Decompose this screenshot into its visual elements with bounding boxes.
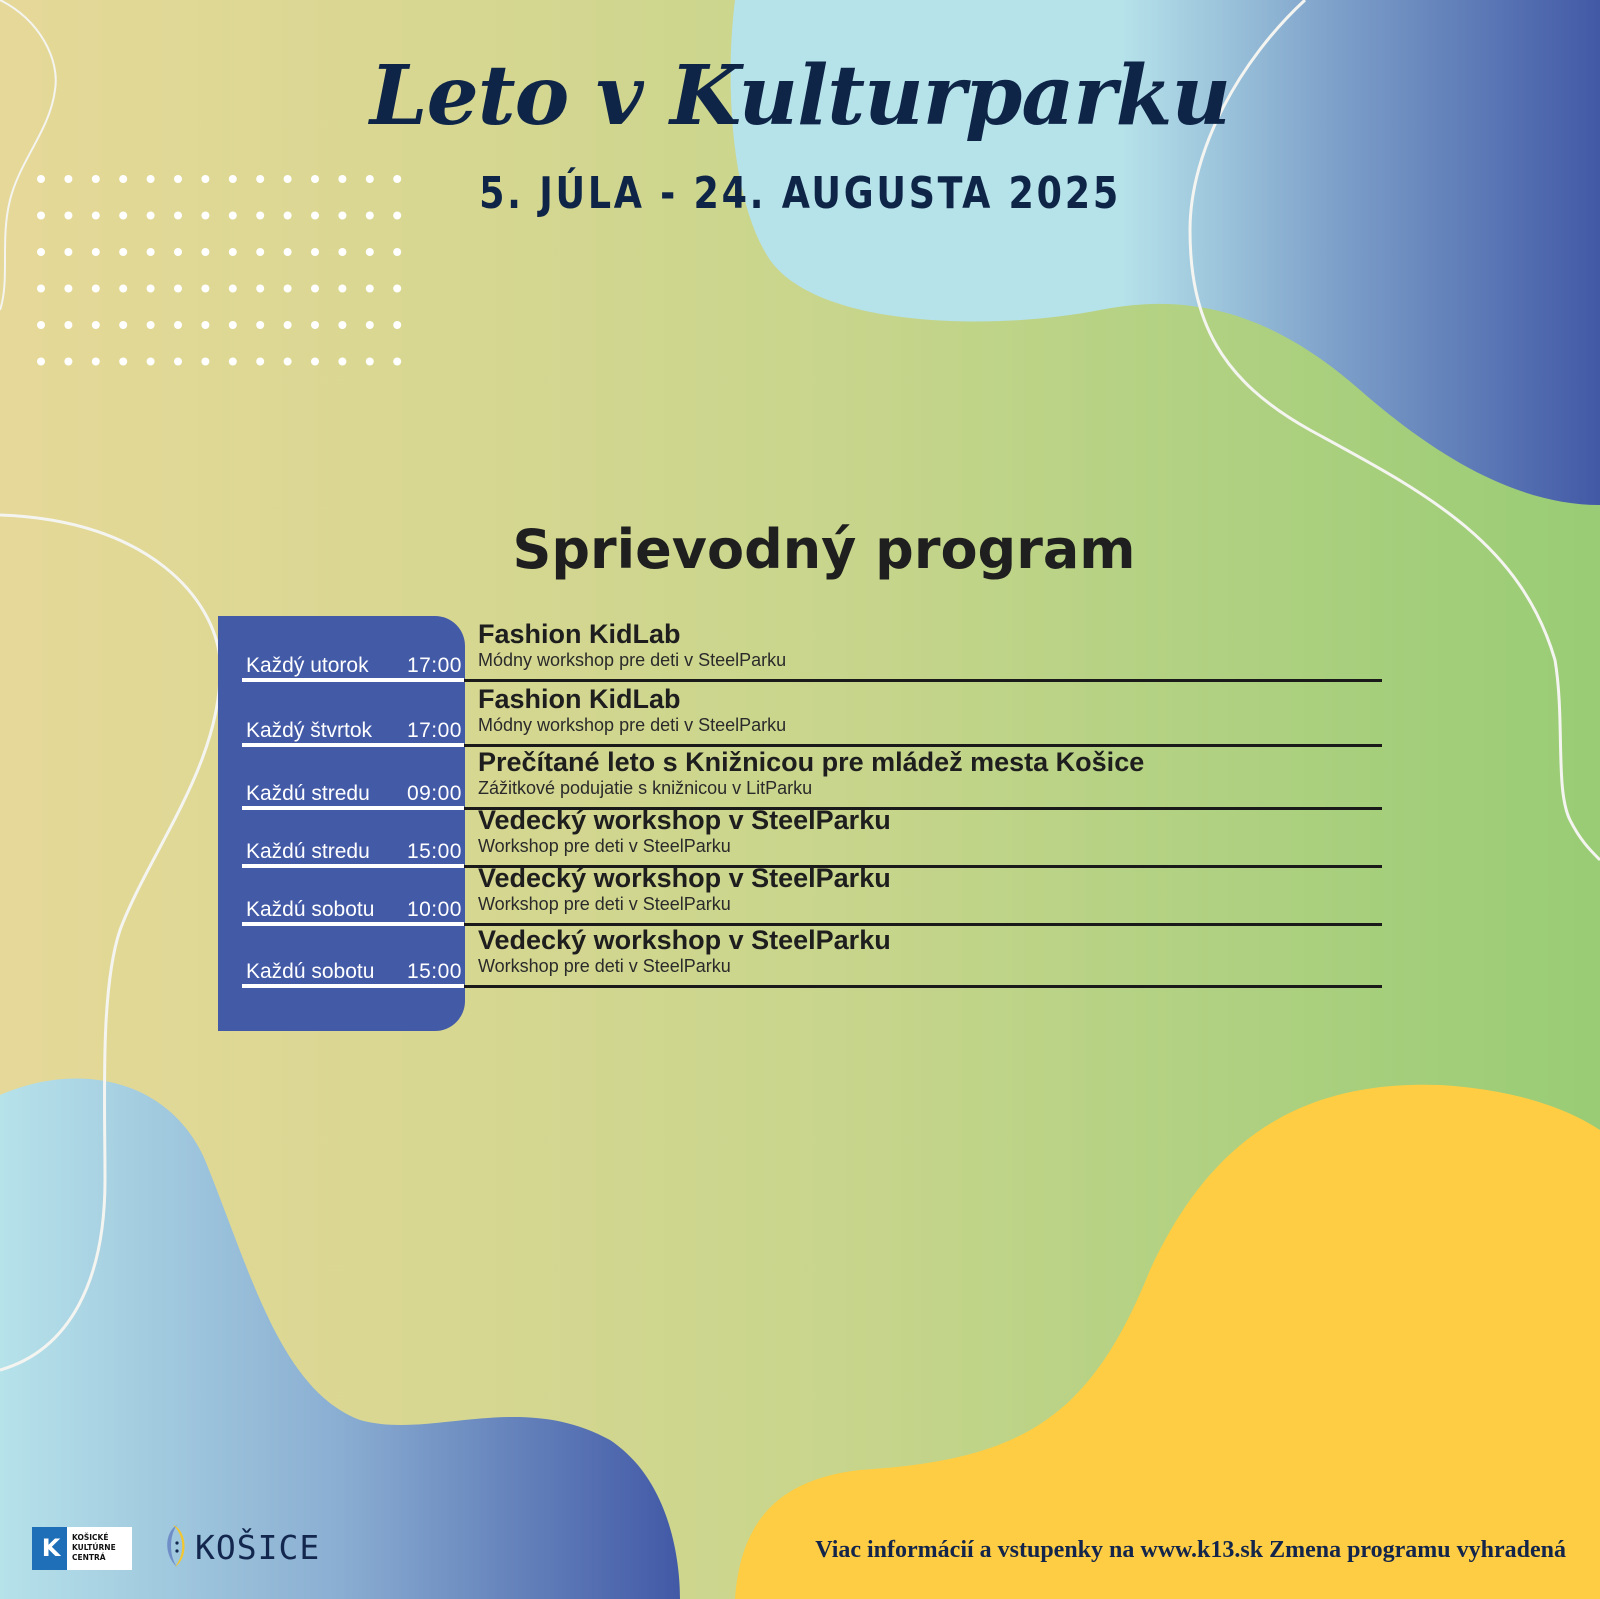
schedule-event — [464, 747, 1382, 810]
schedule-day: Každý utorok — [246, 654, 369, 677]
schedule-row — [242, 620, 1382, 682]
schedule-row — [242, 805, 1382, 868]
schedule-time: 17:00 — [406, 719, 462, 742]
k13-logo — [32, 1527, 132, 1570]
schedule-event — [464, 863, 1382, 926]
event-description: Módny workshop pre deti v SteelParku — [478, 650, 787, 670]
k13-logo-text — [72, 1533, 116, 1563]
event-description: Módny workshop pre deti v SteelParku — [478, 715, 787, 735]
event-description: Workshop pre deti v SteelParku — [478, 956, 731, 976]
schedule-row — [242, 863, 1382, 926]
schedule-event — [464, 684, 1382, 747]
schedule-time: 15:00 — [406, 840, 462, 863]
schedule-time: 15:00 — [406, 960, 462, 983]
k13-mark-icon: K — [32, 1527, 67, 1570]
event-name: Fashion KidLab — [478, 619, 681, 649]
schedule-when — [242, 652, 464, 682]
event-name: Vedecký workshop v SteelParku — [478, 863, 891, 893]
k13-line: KOŠICKÉ — [72, 1533, 109, 1542]
schedule-day: Každú sobotu — [246, 898, 375, 921]
schedule-when — [242, 717, 464, 747]
event-dates: 5. JÚLA - 24. AUGUSTA 2025 — [479, 168, 1121, 219]
event-description: Workshop pre deti v SteelParku — [478, 894, 731, 914]
schedule-when — [242, 958, 464, 988]
event-name: Prečítané leto s Knižnicou pre mládež mesta Košice — [478, 747, 1145, 777]
event-name: Vedecký workshop v SteelParku — [478, 925, 891, 955]
schedule-event — [464, 805, 1382, 868]
schedule-row — [242, 684, 1382, 747]
schedule-day: Každú stredu — [246, 782, 370, 805]
moon-face-icon — [163, 1524, 189, 1568]
schedule-event — [464, 619, 1382, 682]
event-description: Zážitkové podujatie s knižnicou v LitParku — [478, 778, 813, 798]
schedule-day: Každú sobotu — [246, 960, 375, 983]
schedule-time: 09:00 — [406, 782, 462, 805]
kosice-logo-text: KOŠICE — [195, 1528, 321, 1567]
schedule-time: 17:00 — [406, 654, 462, 677]
section-title: Sprievodný program — [512, 518, 1136, 581]
footer-info-text: Viac informácií a vstupenky na www.k13.sk Zmena programu vyhradená — [815, 1537, 1566, 1563]
event-description: Workshop pre deti v SteelParku — [478, 836, 731, 856]
k13-line: CENTRÁ — [72, 1553, 106, 1562]
schedule-day: Každý štvrtok — [246, 719, 373, 742]
schedule-row — [242, 925, 1382, 988]
schedule-event — [464, 925, 1382, 988]
schedule-time: 10:00 — [406, 898, 462, 921]
schedule-when — [242, 780, 464, 810]
schedule-day: Každú stredu — [246, 840, 370, 863]
k13-line: KULTÚRNE — [72, 1543, 116, 1552]
event-name: Vedecký workshop v SteelParku — [478, 805, 891, 835]
schedule-when — [242, 896, 464, 926]
schedule-row — [242, 748, 1382, 810]
schedule-when — [242, 838, 464, 868]
event-name: Fashion KidLab — [478, 684, 681, 714]
poster-title: Leto v Kulturparku — [369, 48, 1231, 144]
